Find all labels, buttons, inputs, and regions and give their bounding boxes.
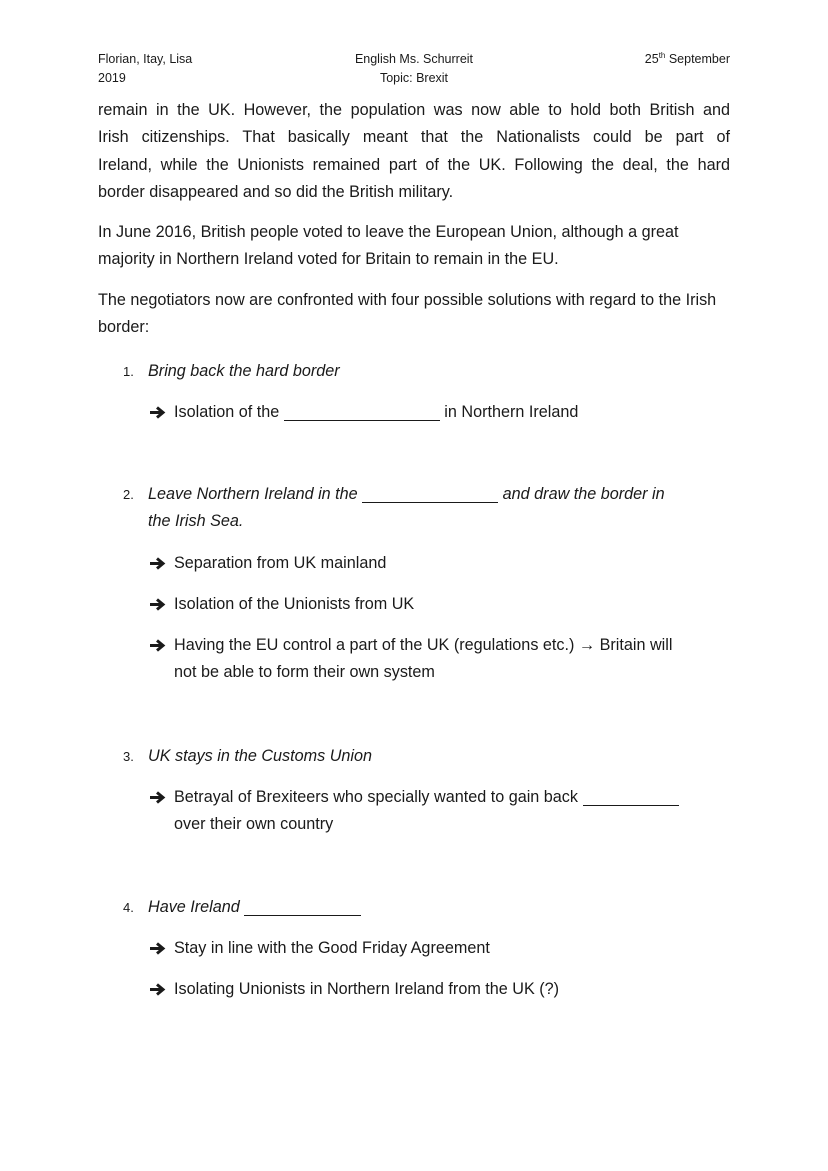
fill-in-blank[interactable] xyxy=(244,897,361,916)
fill-in-blank[interactable] xyxy=(362,484,498,503)
header-authors: Florian, Itay, Lisa xyxy=(98,52,193,66)
solution-number: 1. xyxy=(123,364,134,379)
point-text: in Northern Ireland xyxy=(439,403,579,421)
paragraph-3: The negotiators now are confronted with four possible solutions with regard to the Irish border: xyxy=(98,290,717,337)
solution-title-part: and draw the border in xyxy=(498,485,665,503)
arrow-right-icon xyxy=(148,591,170,627)
paragraph-1-line: Ireland, while the Unionists remained part of the UK. Following the deal, the hard xyxy=(98,155,730,174)
header-year: 2019 xyxy=(98,71,126,85)
point-text: Stay in line with the Good Friday Agreement xyxy=(174,939,490,957)
solution-number: 3. xyxy=(123,749,134,764)
point-text: Isolation of the Unionists from UK xyxy=(174,595,415,613)
solution-title: Bring back the hard border xyxy=(148,362,340,380)
solution-title: UK stays in the Customs Union xyxy=(148,747,373,765)
date-month: September xyxy=(665,52,730,66)
solution-title xyxy=(148,481,665,508)
solution-title-part: Leave Northern Ireland in the xyxy=(148,485,363,503)
page-header xyxy=(98,50,730,90)
point-text: not be able to form their own system xyxy=(174,663,435,681)
arrow-right-icon xyxy=(148,550,170,586)
paragraph-2: In June 2016, British people voted to leave the European Union, although a great majority in Northern Ireland voted for Britain to remain in the EU. xyxy=(98,223,679,269)
point-text: Betrayal of Brexiteers who specially wanted to gain back xyxy=(174,788,583,806)
paragraph-1-line: border disappeared and so did the British military. xyxy=(98,182,454,201)
date-suffix: th xyxy=(658,51,666,60)
document-body xyxy=(98,97,730,354)
solution-title xyxy=(148,894,361,921)
point-text: Separation from UK mainland xyxy=(174,554,387,572)
solution-title-part: Have Ireland xyxy=(148,898,245,916)
header-center xyxy=(98,50,730,88)
fill-in-blank[interactable] xyxy=(284,402,440,421)
arrow-right-icon xyxy=(148,399,170,435)
arrow-right-icon xyxy=(148,632,170,668)
paragraph-1-line: Irish citizenships. That basically meant that the Nationalists could be part of xyxy=(98,128,730,147)
point-text: Isolating Unionists in Northern Ireland from the UK (?) xyxy=(174,980,560,998)
solution-number: 2. xyxy=(123,487,134,502)
point-text: over their own country xyxy=(174,815,334,833)
point-text: Having the EU control a part of the UK (regulations etc.) → Britain will xyxy=(174,636,673,654)
date-day: 25 xyxy=(644,52,659,66)
point-text: Isolation of the xyxy=(174,403,284,421)
arrow-right-icon xyxy=(148,976,170,1012)
arrow-right-icon xyxy=(148,784,170,820)
solution-number: 4. xyxy=(123,900,134,915)
fill-in-blank[interactable] xyxy=(583,787,679,806)
solution-title-line-2: the Irish Sea. xyxy=(148,512,244,530)
paragraph-1-line: remain in the UK. However, the population was now able to hold both British and xyxy=(98,101,730,119)
arrow-right-icon xyxy=(148,935,170,971)
header-date xyxy=(645,50,730,69)
header-course: English Ms. Schurreit xyxy=(354,52,474,66)
header-topic: Topic: Brexit xyxy=(379,71,449,85)
paragraph-1 xyxy=(98,97,730,206)
